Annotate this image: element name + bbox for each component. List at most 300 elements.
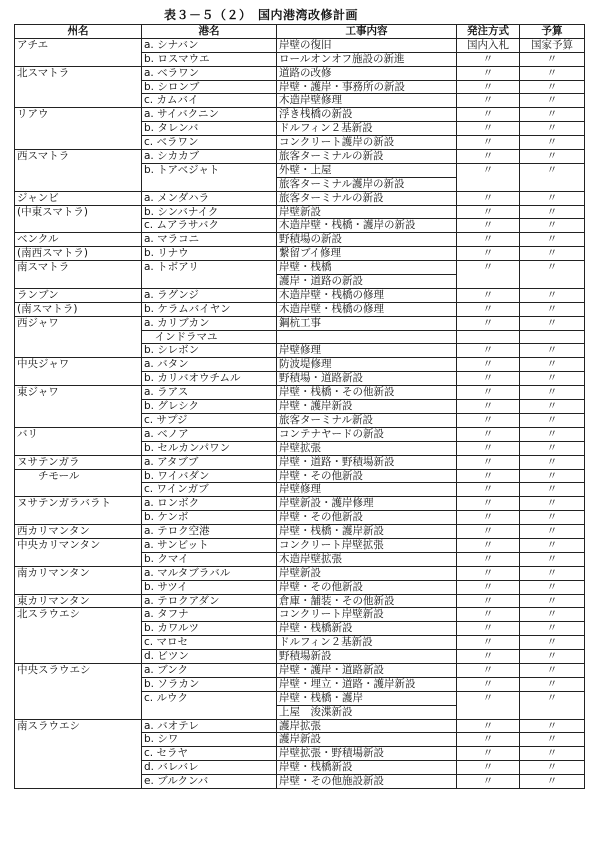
method-cell	[457, 330, 520, 344]
port-cell: c. ルウク	[142, 691, 277, 705]
work-cell: 岸壁修理	[277, 483, 457, 497]
port-cell: a. マラコニ	[142, 233, 277, 247]
port-cell: a. テロク空港	[142, 525, 277, 539]
method-cell: 〃	[457, 441, 520, 455]
budget-cell: 〃	[520, 372, 585, 386]
method-cell: 〃	[457, 302, 520, 316]
method-cell: 〃	[457, 80, 520, 94]
method-cell: 〃	[457, 261, 520, 275]
table-row	[15, 691, 585, 705]
port-cell: b. ソラカン	[142, 677, 277, 691]
table-row	[15, 38, 585, 52]
province-cell: 中央カリマンタン	[15, 538, 142, 552]
province-cell: チモール	[15, 469, 142, 483]
work-cell: 岸壁・桟橋新設	[277, 761, 457, 775]
province-cell: (南西スマトラ)	[15, 247, 142, 261]
port-cell: a. ブンク	[142, 663, 277, 677]
port-cell: b. サツイ	[142, 580, 277, 594]
budget-cell: 〃	[520, 233, 585, 247]
port-cell: a. メンダハラ	[142, 191, 277, 205]
method-cell: 〃	[457, 636, 520, 650]
budget-cell: 〃	[520, 566, 585, 580]
port-cell: b. ケラムバイヤン	[142, 302, 277, 316]
method-cell: 〃	[457, 191, 520, 205]
port-cell	[142, 705, 277, 719]
method-cell: 〃	[457, 747, 520, 761]
province-cell: ベンクル	[15, 233, 142, 247]
work-cell: 浮き桟橋の新設	[277, 108, 457, 122]
method-cell: 〃	[457, 150, 520, 164]
budget-cell: 〃	[520, 455, 585, 469]
method-cell: 〃	[457, 525, 520, 539]
budget-cell: 〃	[520, 677, 585, 691]
province-cell: アチエ	[15, 38, 142, 52]
province-cell	[15, 400, 142, 414]
port-cell: b. シロンブ	[142, 80, 277, 94]
work-cell: 木造岸壁修理	[277, 94, 457, 108]
method-cell: 〃	[457, 233, 520, 247]
port-cell: c. ベラワン	[142, 136, 277, 150]
budget-cell: 〃	[520, 316, 585, 330]
province-cell	[15, 441, 142, 455]
province-cell: ランブン	[15, 288, 142, 302]
budget-cell: 〃	[520, 525, 585, 539]
budget-cell: 〃	[520, 150, 585, 164]
table-title: 表３－５（２） 国内港湾改修計画	[164, 8, 359, 22]
port-cell: c. カムバイ	[142, 94, 277, 108]
port-cell: a. マルタブラバル	[142, 566, 277, 580]
work-cell: コンクリート岸壁拡張	[277, 538, 457, 552]
table-row	[15, 775, 585, 789]
method-cell: 〃	[457, 622, 520, 636]
budget-cell	[520, 330, 585, 344]
budget-cell: 〃	[520, 538, 585, 552]
budget-cell: 〃	[520, 136, 585, 150]
method-cell: 〃	[457, 552, 520, 566]
province-cell	[15, 705, 142, 719]
budget-cell: 国家予算	[520, 38, 585, 52]
table-row	[15, 80, 585, 94]
budget-cell: 〃	[520, 691, 585, 705]
method-cell: 〃	[457, 566, 520, 580]
budget-cell: 〃	[520, 413, 585, 427]
port-cell: b. クマイ	[142, 552, 277, 566]
port-cell: a. タフナ	[142, 608, 277, 622]
work-cell: 旅客ターミナルの新設	[277, 150, 457, 164]
port-cell: b. ケンボ	[142, 511, 277, 525]
province-cell	[15, 483, 142, 497]
method-cell: 〃	[457, 386, 520, 400]
port-cell: a. ラグンジ	[142, 288, 277, 302]
work-cell: 岸壁・その他新設	[277, 580, 457, 594]
port-cell: a. トボアリ	[142, 261, 277, 275]
header-budget: 予算	[520, 25, 585, 39]
work-cell: 鋼杭工事	[277, 316, 457, 330]
table-row	[15, 497, 585, 511]
table-row	[15, 580, 585, 594]
province-cell: 北スラウエシ	[15, 608, 142, 622]
province-cell	[15, 344, 142, 358]
province-cell: (南スマトラ)	[15, 302, 142, 316]
table-row	[15, 52, 585, 66]
budget-cell: 〃	[520, 358, 585, 372]
method-cell: 〃	[457, 136, 520, 150]
province-cell	[15, 761, 142, 775]
port-cell: a. サイバクニン	[142, 108, 277, 122]
work-cell: 岸壁・埋立・道路・護岸新設	[277, 677, 457, 691]
method-cell: 〃	[457, 677, 520, 691]
province-cell: 南スラウエシ	[15, 719, 142, 733]
budget-cell: 〃	[520, 163, 585, 177]
province-cell: 西カリマンタン	[15, 525, 142, 539]
budget-cell	[520, 705, 585, 719]
work-cell: 岸壁・護岸・事務所の新設	[277, 80, 457, 94]
province-cell: バリ	[15, 427, 142, 441]
header-row	[15, 25, 585, 39]
budget-cell: 〃	[520, 219, 585, 233]
table-row	[15, 413, 585, 427]
port-cell: b. トアベジャト	[142, 163, 277, 177]
budget-cell: 〃	[520, 302, 585, 316]
method-cell: 〃	[457, 483, 520, 497]
budget-cell: 〃	[520, 622, 585, 636]
table-row	[15, 677, 585, 691]
method-cell	[457, 177, 520, 191]
method-cell: 〃	[457, 580, 520, 594]
budget-cell: 〃	[520, 386, 585, 400]
method-cell: 〃	[457, 538, 520, 552]
table-row	[15, 552, 585, 566]
port-improvement-table	[14, 24, 585, 789]
table-row	[15, 761, 585, 775]
table-row	[15, 427, 585, 441]
table-row	[15, 177, 585, 191]
province-cell	[15, 636, 142, 650]
province-cell: 南カリマンタン	[15, 566, 142, 580]
header-method: 発注方式	[457, 25, 520, 39]
port-cell	[142, 177, 277, 191]
port-cell: d. ビツン	[142, 650, 277, 664]
method-cell: 〃	[457, 247, 520, 261]
budget-cell: 〃	[520, 427, 585, 441]
port-cell: a. ベノア	[142, 427, 277, 441]
port-cell: c. ムアラサバク	[142, 219, 277, 233]
work-cell: 岸壁・その他施設新設	[277, 775, 457, 789]
port-cell: a. バオテレ	[142, 719, 277, 733]
budget-cell: 〃	[520, 52, 585, 66]
province-cell	[15, 330, 142, 344]
province-cell	[15, 511, 142, 525]
work-cell: 岸壁拡張・野積場新設	[277, 747, 457, 761]
work-cell: 護岸新設	[277, 733, 457, 747]
method-cell: 〃	[457, 66, 520, 80]
port-cell: a. シカカブ	[142, 150, 277, 164]
method-cell: 〃	[457, 163, 520, 177]
method-cell: 〃	[457, 650, 520, 664]
province-cell: ヌサテンガラバラト	[15, 497, 142, 511]
province-cell	[15, 622, 142, 636]
method-cell: 〃	[457, 469, 520, 483]
method-cell: 〃	[457, 288, 520, 302]
table-row	[15, 538, 585, 552]
table-row	[15, 566, 585, 580]
table-row	[15, 247, 585, 261]
budget-cell: 〃	[520, 205, 585, 219]
budget-cell: 〃	[520, 608, 585, 622]
port-cell: a. テロクアダン	[142, 594, 277, 608]
work-cell: 岸壁・その他新設	[277, 469, 457, 483]
province-cell	[15, 94, 142, 108]
budget-cell: 〃	[520, 108, 585, 122]
table-row	[15, 136, 585, 150]
work-cell: 護岸拡張	[277, 719, 457, 733]
budget-cell: 〃	[520, 247, 585, 261]
work-cell: 岸壁新設	[277, 205, 457, 219]
work-cell: 野積場新設	[277, 650, 457, 664]
method-cell: 〃	[457, 122, 520, 136]
port-cell: b. グレシク	[142, 400, 277, 414]
work-cell: 防波堤修理	[277, 358, 457, 372]
work-cell: 倉庫・舗装・その他新設	[277, 594, 457, 608]
table-row	[15, 525, 585, 539]
work-cell	[277, 330, 457, 344]
method-cell: 〃	[457, 94, 520, 108]
method-cell: 〃	[457, 511, 520, 525]
table-row	[15, 233, 585, 247]
port-cell: b. ワイバダン	[142, 469, 277, 483]
method-cell: 〃	[457, 413, 520, 427]
method-cell: 〃	[457, 455, 520, 469]
budget-cell	[520, 177, 585, 191]
port-cell: b. ロスマウエ	[142, 52, 277, 66]
method-cell: 〃	[457, 52, 520, 66]
table-row	[15, 455, 585, 469]
work-cell: 旅客ターミナルの新設	[277, 191, 457, 205]
port-cell: b. セルカンパワン	[142, 441, 277, 455]
province-cell: 中央ジャワ	[15, 358, 142, 372]
budget-cell: 〃	[520, 400, 585, 414]
table-row	[15, 316, 585, 330]
table-row	[15, 191, 585, 205]
port-cell: b. シンバナイク	[142, 205, 277, 219]
method-cell: 〃	[457, 344, 520, 358]
port-cell: b. タレンバ	[142, 122, 277, 136]
province-cell: 東ジャワ	[15, 386, 142, 400]
budget-cell: 〃	[520, 733, 585, 747]
work-cell: 岸壁・護岸新設	[277, 400, 457, 414]
budget-cell: 〃	[520, 344, 585, 358]
province-cell	[15, 275, 142, 289]
table-row	[15, 483, 585, 497]
port-cell	[142, 275, 277, 289]
table-row	[15, 358, 585, 372]
work-cell: 野積場の新設	[277, 233, 457, 247]
method-cell: 〃	[457, 497, 520, 511]
province-cell: ジャンビ	[15, 191, 142, 205]
port-cell: d. バレバレ	[142, 761, 277, 775]
work-cell: 野積場・道路新設	[277, 372, 457, 386]
port-cell: a. アタブブ	[142, 455, 277, 469]
province-cell	[15, 650, 142, 664]
method-cell: 〃	[457, 594, 520, 608]
province-cell	[15, 747, 142, 761]
work-cell: 道路の改修	[277, 66, 457, 80]
province-cell: 中央スラウエシ	[15, 663, 142, 677]
method-cell: 〃	[457, 691, 520, 705]
table-row	[15, 150, 585, 164]
table-row	[15, 636, 585, 650]
budget-cell: 〃	[520, 441, 585, 455]
table-row	[15, 344, 585, 358]
province-cell	[15, 372, 142, 386]
province-cell	[15, 80, 142, 94]
province-cell	[15, 691, 142, 705]
budget-cell: 〃	[520, 552, 585, 566]
table-row	[15, 261, 585, 275]
method-cell: 〃	[457, 608, 520, 622]
port-cell: a. カリブカン	[142, 316, 277, 330]
province-cell: 西ジャワ	[15, 316, 142, 330]
port-cell: b. カワルツ	[142, 622, 277, 636]
province-cell: リアウ	[15, 108, 142, 122]
table-row	[15, 94, 585, 108]
budget-cell: 〃	[520, 719, 585, 733]
work-cell: 岸壁・桟橋・護岸	[277, 691, 457, 705]
method-cell: 〃	[457, 400, 520, 414]
budget-cell: 〃	[520, 747, 585, 761]
budget-cell: 〃	[520, 261, 585, 275]
work-cell: 岸壁・その他新設	[277, 511, 457, 525]
table-row	[15, 400, 585, 414]
port-cell: e. ブルクンバ	[142, 775, 277, 789]
table-row	[15, 275, 585, 289]
work-cell: 岸壁新設	[277, 566, 457, 580]
port-cell: c. ワインガブ	[142, 483, 277, 497]
budget-cell: 〃	[520, 66, 585, 80]
province-cell: 北スマトラ	[15, 66, 142, 80]
table-row	[15, 205, 585, 219]
port-cell: b. リナウ	[142, 247, 277, 261]
budget-cell: 〃	[520, 469, 585, 483]
province-cell: 南スマトラ	[15, 261, 142, 275]
work-cell: 繋留ブイ修理	[277, 247, 457, 261]
table-row	[15, 163, 585, 177]
province-cell	[15, 677, 142, 691]
work-cell: コンテナヤードの新設	[277, 427, 457, 441]
table-row	[15, 122, 585, 136]
budget-cell: 〃	[520, 191, 585, 205]
port-cell: インドラマユ	[142, 330, 277, 344]
table-row	[15, 302, 585, 316]
budget-cell: 〃	[520, 663, 585, 677]
work-cell: ドルフィン２基新設	[277, 122, 457, 136]
province-cell	[15, 413, 142, 427]
method-cell: 〃	[457, 775, 520, 789]
work-cell: 岸壁拡張	[277, 441, 457, 455]
table-row	[15, 511, 585, 525]
method-cell: 〃	[457, 719, 520, 733]
province-cell	[15, 580, 142, 594]
budget-cell: 〃	[520, 650, 585, 664]
budget-cell: 〃	[520, 580, 585, 594]
work-cell: コンクリート護岸の新設	[277, 136, 457, 150]
table-row	[15, 386, 585, 400]
table-row	[15, 705, 585, 719]
province-cell: 東カリマンタン	[15, 594, 142, 608]
table-row	[15, 608, 585, 622]
work-cell: 岸壁新設・護岸修理	[277, 497, 457, 511]
budget-cell	[520, 275, 585, 289]
header-work: 工事内容	[277, 25, 457, 39]
port-cell: c. セラヤ	[142, 747, 277, 761]
budget-cell: 〃	[520, 775, 585, 789]
port-cell: b. シレボン	[142, 344, 277, 358]
table-row	[15, 594, 585, 608]
table-row	[15, 441, 585, 455]
work-cell: 木造岸壁・桟橋の修理	[277, 288, 457, 302]
work-cell: 岸壁・桟橋・その他新設	[277, 386, 457, 400]
table-row	[15, 108, 585, 122]
method-cell: 〃	[457, 427, 520, 441]
province-cell: (中東スマトラ)	[15, 205, 142, 219]
method-cell: 〃	[457, 316, 520, 330]
province-cell: ヌサテンガラ	[15, 455, 142, 469]
province-cell	[15, 733, 142, 747]
table-row	[15, 219, 585, 233]
work-cell: 旅客ターミナル新設	[277, 413, 457, 427]
table-row	[15, 622, 585, 636]
work-cell: 岸壁・桟橋・護岸新設	[277, 525, 457, 539]
province-cell	[15, 136, 142, 150]
method-cell: 〃	[457, 205, 520, 219]
table-row	[15, 733, 585, 747]
province-cell	[15, 163, 142, 177]
method-cell: 〃	[457, 663, 520, 677]
port-cell: c. サプジ	[142, 413, 277, 427]
work-cell: 外壁・上屋	[277, 163, 457, 177]
budget-cell: 〃	[520, 483, 585, 497]
table-row	[15, 372, 585, 386]
table-row	[15, 330, 585, 344]
work-cell: 岸壁・桟橋	[277, 261, 457, 275]
header-port: 港名	[142, 25, 277, 39]
budget-cell: 〃	[520, 80, 585, 94]
header-province: 州名	[15, 25, 142, 39]
method-cell: 国内入札	[457, 38, 520, 52]
table-row	[15, 719, 585, 733]
port-cell: a. ロンボク	[142, 497, 277, 511]
work-cell: ロールオンオフ施設の新進	[277, 52, 457, 66]
method-cell	[457, 705, 520, 719]
port-cell: a. ベラワン	[142, 66, 277, 80]
province-cell	[15, 219, 142, 233]
work-cell: 木造岸壁・桟橋・護岸の新設	[277, 219, 457, 233]
table-row	[15, 747, 585, 761]
port-cell: c. マロセ	[142, 636, 277, 650]
work-cell: 岸壁修理	[277, 344, 457, 358]
work-cell: 岸壁・道路・野積場新設	[277, 455, 457, 469]
method-cell: 〃	[457, 761, 520, 775]
method-cell: 〃	[457, 372, 520, 386]
budget-cell: 〃	[520, 594, 585, 608]
work-cell: 旅客ターミナル護岸の新設	[277, 177, 457, 191]
budget-cell: 〃	[520, 761, 585, 775]
budget-cell: 〃	[520, 122, 585, 136]
port-cell: a. シナバン	[142, 38, 277, 52]
province-cell	[15, 177, 142, 191]
province-cell	[15, 552, 142, 566]
province-cell	[15, 122, 142, 136]
